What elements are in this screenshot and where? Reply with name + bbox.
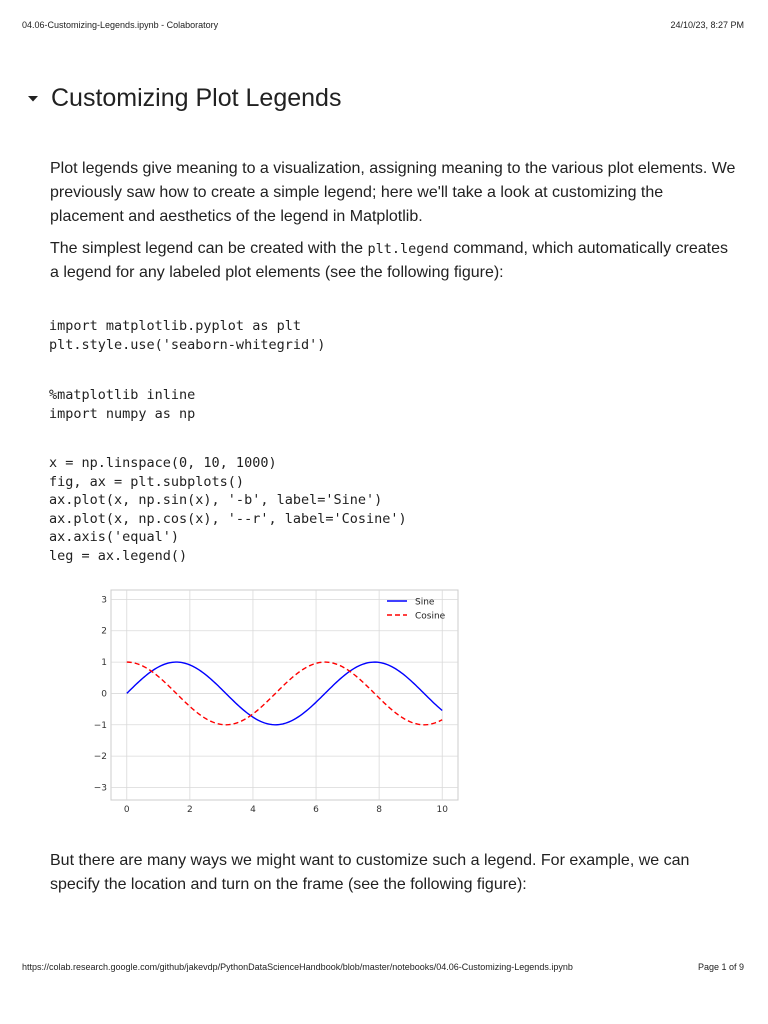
code-line: ax.plot(x, np.cos(x), '--r', label='Cosine')	[49, 510, 407, 527]
print-footer-page: Page 1 of 9	[697, 962, 744, 972]
y-tick-label: 1	[101, 658, 107, 669]
y-tick-label: 3	[101, 595, 107, 606]
y-tick-label: −2	[93, 752, 107, 763]
legend-paragraph-text-1: The simplest legend can be created with the	[50, 240, 368, 257]
print-header-title: 04.06-Customizing-Legends.ipynb - Colaboratory	[22, 20, 219, 30]
customize-paragraph: But there are many ways we might want to customize such a legend. For example, we can specify the location and turn on the frame (see the following figure):	[50, 852, 690, 893]
y-tick-label: −1	[93, 720, 107, 731]
y-tick-label: 2	[101, 626, 107, 637]
code-line: %matplotlib inline	[49, 387, 196, 403]
x-tick-label: 6	[313, 805, 319, 815]
legend-paragraph-text-2: command, which automatically creates a legend for any labeled plot elements (see the following figure):	[50, 240, 729, 281]
code-line: ax.axis('equal')	[49, 529, 180, 545]
code-line: import matplotlib.pyplot as plt	[49, 318, 301, 334]
print-header-datetime: 24/10/23, 8:27 PM	[670, 20, 744, 30]
code-line: plt.style.use('seaborn-whitegrid')	[49, 336, 326, 353]
legend-paragraph	[50, 237, 740, 285]
x-tick-label: 0	[123, 805, 130, 815]
x-tick-label: 2	[186, 805, 193, 815]
code-line: import numpy as np	[49, 405, 196, 422]
section-title: Customizing Plot Legends	[51, 84, 342, 112]
legend-label: Cosine	[415, 611, 446, 622]
intro-paragraph: Plot legends give meaning to a visualization, assigning meaning to the various plot elements. We previously saw how to create a simple legend; here we'll take a look at customizing the placement and aesthetics of the legend in Matplotlib.	[50, 160, 736, 225]
legend-label: Sine	[415, 597, 435, 608]
x-tick-label: 10	[436, 805, 448, 815]
caret-down-icon[interactable]	[24, 90, 42, 108]
x-tick-label: 4	[250, 805, 256, 815]
x-tick-label: 8	[376, 805, 383, 815]
code-cell-2[interactable]	[49, 386, 195, 423]
print-footer-url: https://colab.research.google.com/github/jakevdp/PythonDataScienceHandbook/blob/master/notebooks/04.06-Customizing-Legends.ipynb	[22, 962, 573, 972]
y-tick-label: 0	[101, 689, 107, 700]
code-line: fig, ax = plt.subplots()	[49, 473, 245, 490]
code-line: leg = ax.legend()	[49, 547, 188, 564]
code-line: x = np.linspace(0, 10, 1000)	[49, 455, 277, 471]
code-line: ax.plot(x, np.sin(x), '-b', label='Sine')	[49, 492, 383, 508]
sine-cosine-chart	[90, 585, 470, 820]
y-tick-label: −3	[93, 783, 107, 794]
plot-area	[111, 590, 458, 800]
inline-code-plt-legend: plt.legend	[367, 241, 449, 257]
code-cell-1[interactable]	[49, 317, 325, 354]
code-cell-3[interactable]	[49, 454, 407, 565]
section-heading	[24, 84, 341, 113]
